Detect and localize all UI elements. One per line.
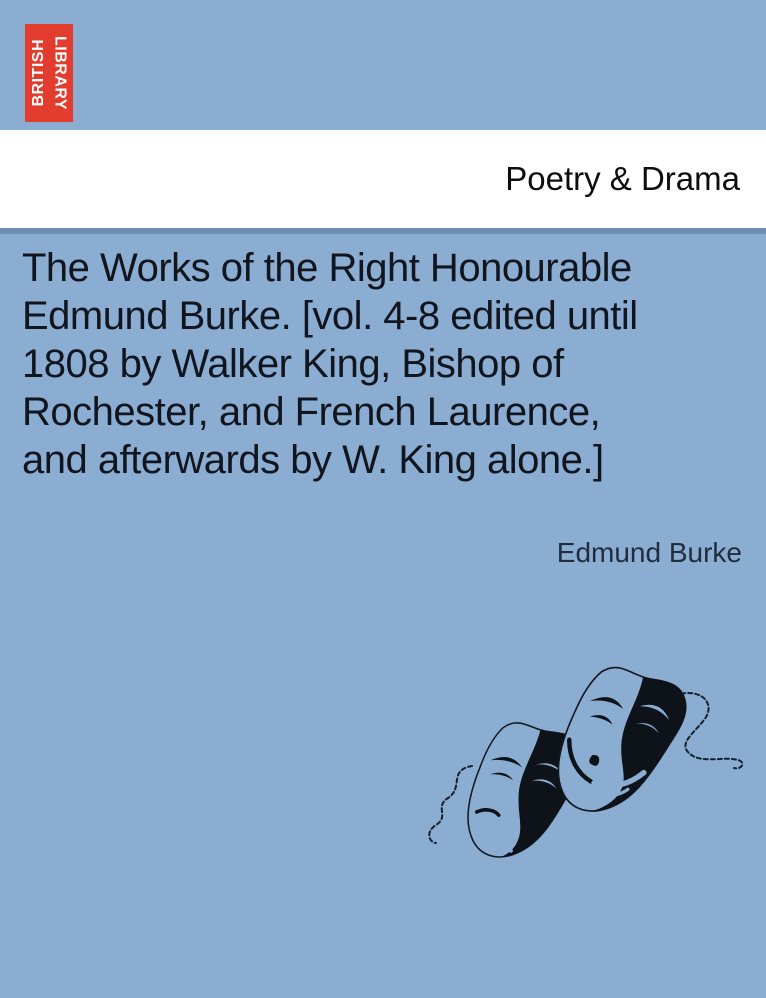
mask-ribbon-left-icon (429, 766, 472, 843)
author-name: Edmund Burke (556, 537, 742, 568)
logo-word-library: LIBRARY (51, 35, 69, 110)
title-line: and afterwards by W. King alone.] (22, 438, 604, 482)
book-title (22, 244, 754, 484)
title-line: Edmund Burke. [vol. 4-8 edited until (22, 294, 638, 338)
title-line: 1808 by Walker King, Bishop of (22, 342, 564, 386)
british-library-logo (25, 24, 73, 122)
title-line: Rochester, and French Laurence, (22, 390, 601, 434)
category-band (0, 130, 766, 228)
title-line: The Works of the Right Honourable (22, 246, 632, 290)
category-label: Poetry & Drama (505, 160, 740, 197)
comedy-tragedy-masks-illustration (420, 648, 756, 872)
logo-word-british: BRITISH (29, 39, 47, 107)
